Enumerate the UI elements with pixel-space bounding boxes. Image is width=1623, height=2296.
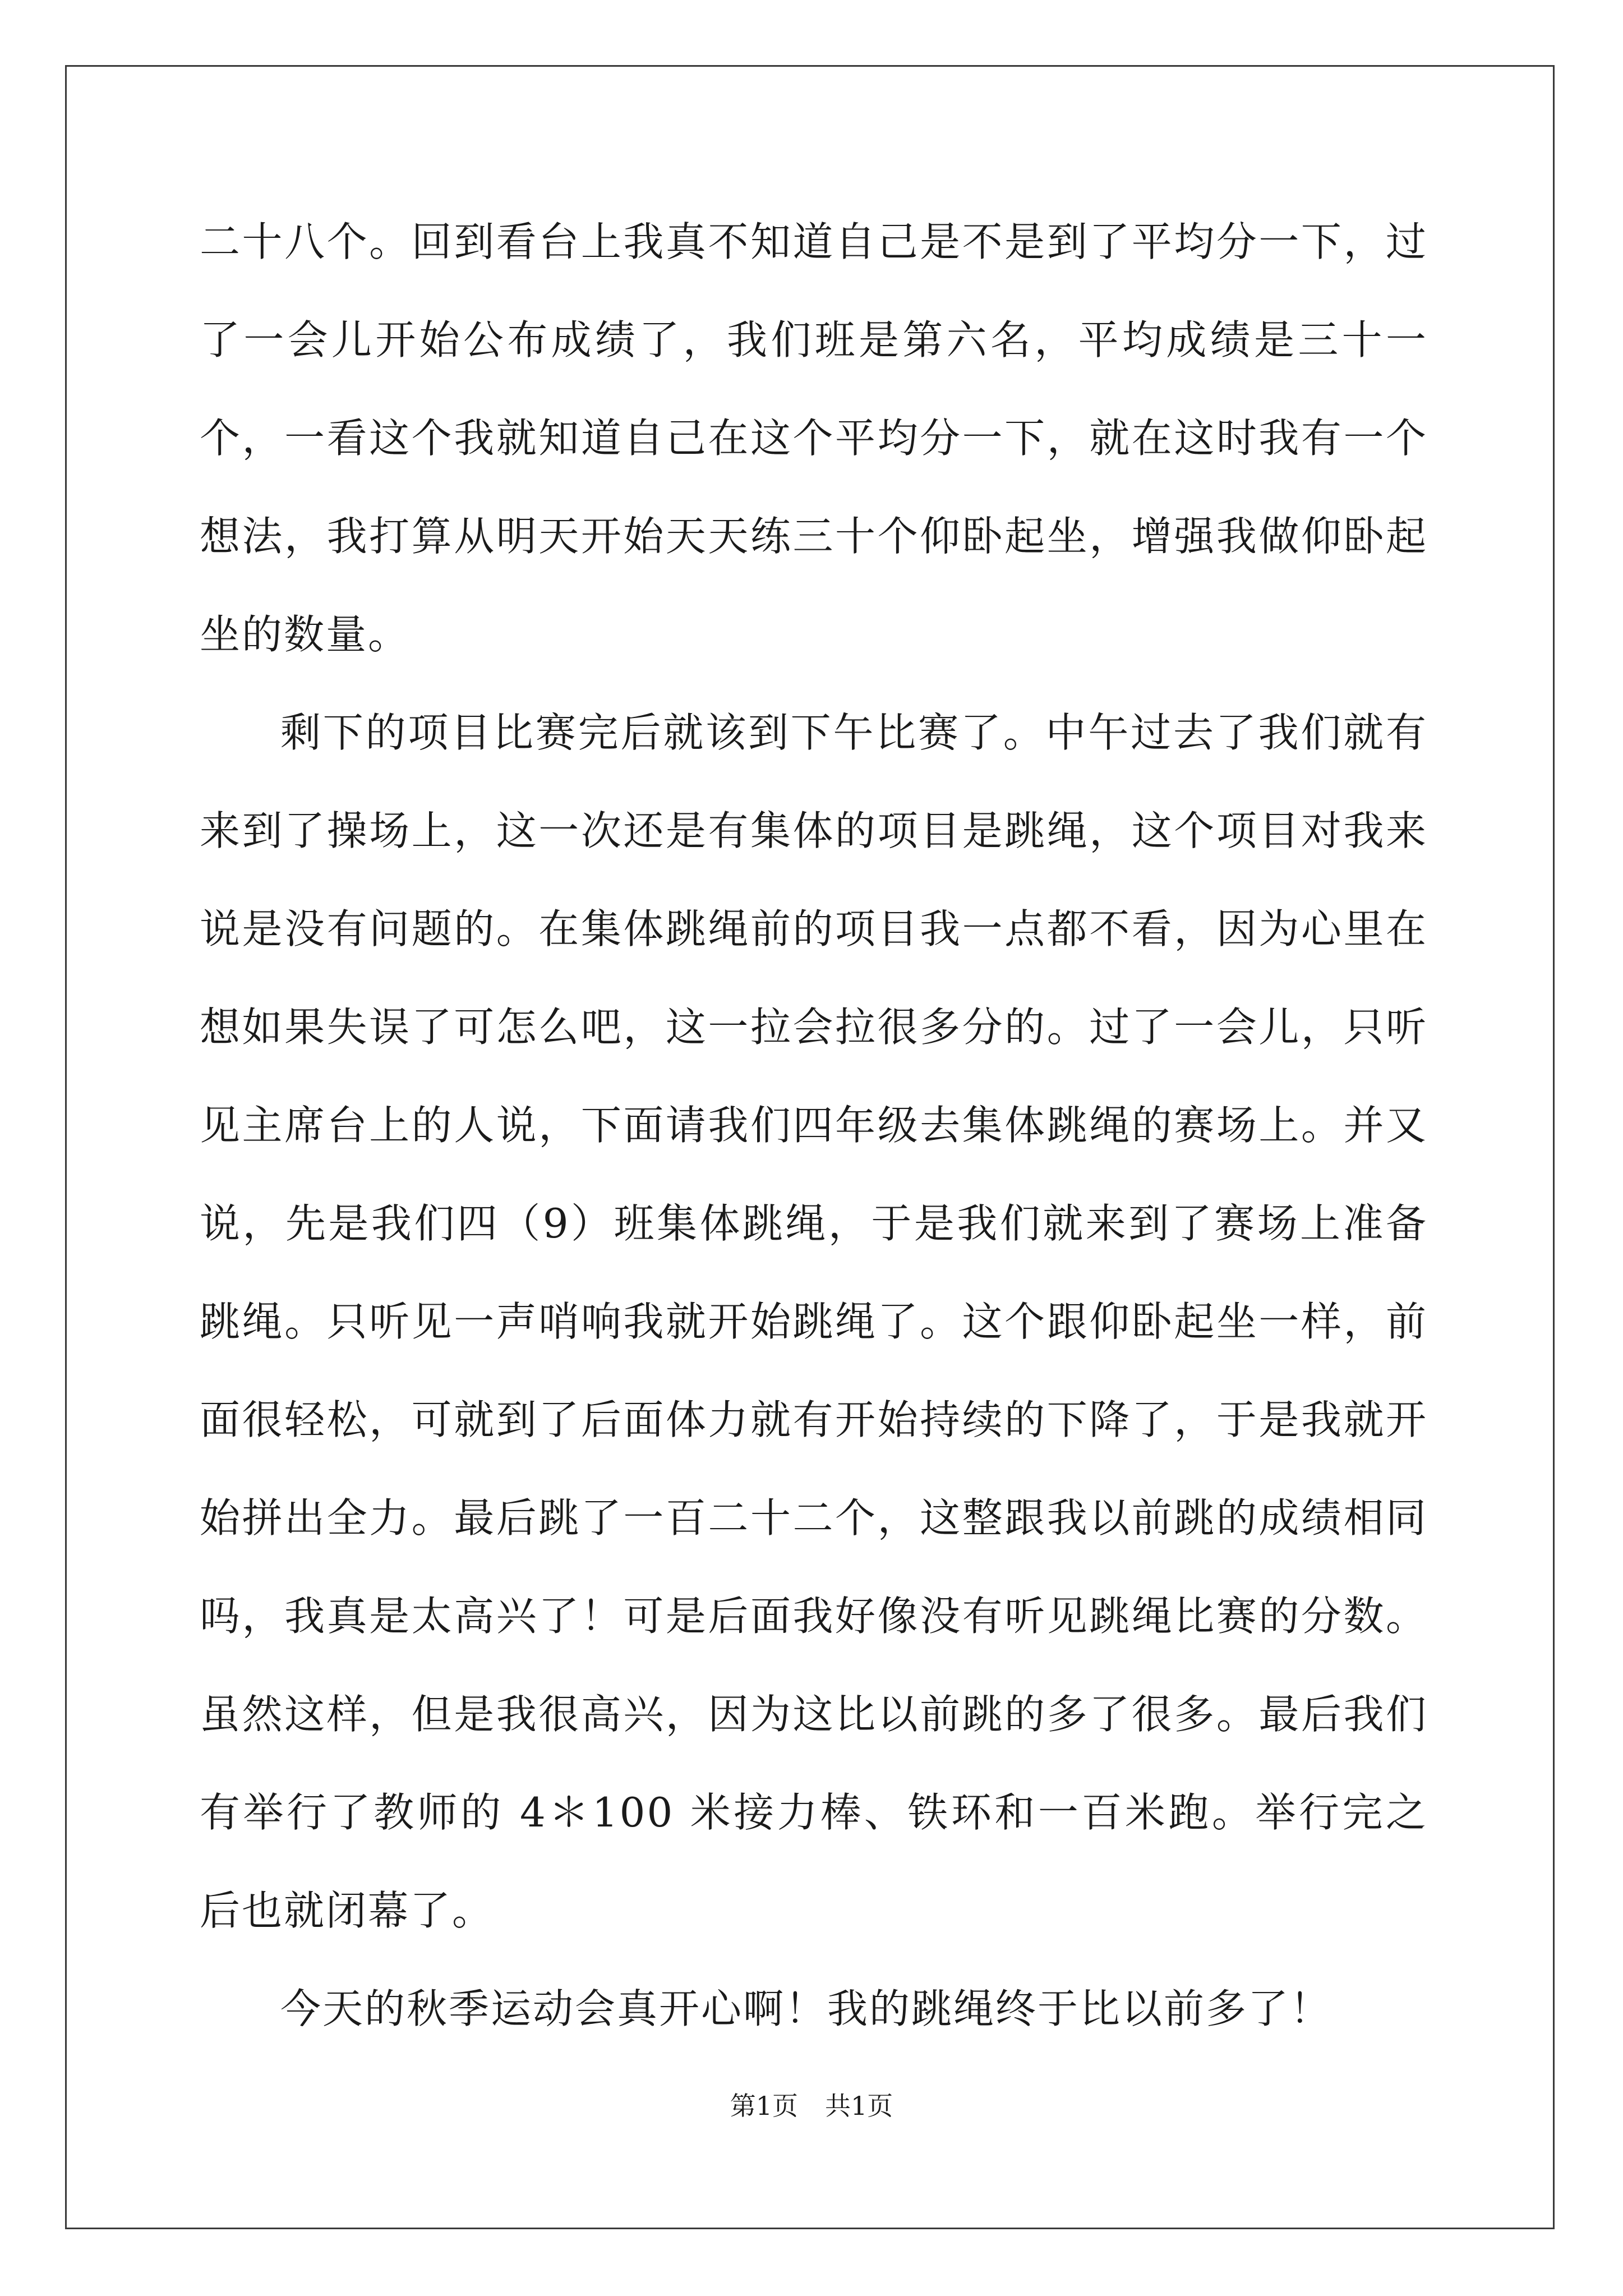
document-body	[200, 193, 1428, 2058]
paragraph-1: 二十八个。回到看台上我真不知道自己是不是到了平均分一下，过了一会儿开始公布成绩了，我们班是第六名，平均成绩是三十一个，一看这个我就知道自己在这个平均分一下，就在这时我有一个想法，我打算从明天开始天天练三十个仰卧起坐，增强我做仰卧起坐的数量。	[200, 218, 1428, 658]
page-footer	[0, 2086, 1623, 2123]
paragraph-2: 剩下的项目比赛完后就该到下午比赛了。中午过去了我们就有来到了操场上，这一次还是有集体的项目是跳绳，这个项目对我来说是没有问题的。在集体跳绳前的项目我一点都不看，因为心里在想如果失误了可怎么吧，这一拉会拉很多分的。过了一会儿，只听见主席台上的人说，下面请我们四年级去集体跳绳的赛场上。并又说，先是我们四（9）班集体跳绳，于是我们就来到了赛场上准备跳绳。只听见一声哨响我就开始跳绳了。这个跟仰卧起坐一样，前面很轻松，可就到了后面体力就有开始持续的下降了，于是我就开始拼出全力。最后跳了一百二十二个，这整跟我以前跳的成绩相同吗，我真是太高兴了！可是后面我好像没有听见跳绳比赛的分数。虽然这样，但是我很高兴，因为这比以前跳的多了很多。最后我们有举行了教师的 4＊100 米接力棒、铁环和一百米跑。举行完之后也就闭幕了。	[200, 709, 1428, 1934]
paragraph-3: 今天的秋季运动会真开心啊！我的跳绳终于比以前多了！	[280, 1985, 1332, 2032]
page-number-current: 第1页	[730, 2091, 798, 2121]
page-number-total: 共1页	[825, 2091, 893, 2121]
